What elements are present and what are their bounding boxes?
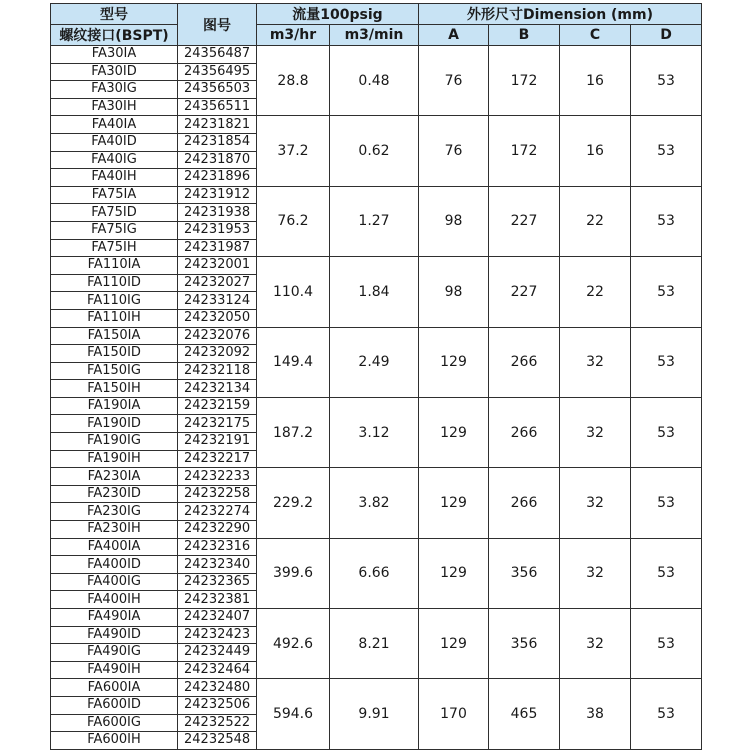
dim-c-cell: 32 xyxy=(560,538,631,608)
flow-m3min-cell: 9.91 xyxy=(330,679,419,749)
drawing-number-cell: 24231821 xyxy=(178,116,257,134)
drawing-number-cell: 24232076 xyxy=(178,327,257,345)
model-cell: FA75IH xyxy=(51,239,178,257)
drawing-number-cell: 24232050 xyxy=(178,309,257,327)
flow-m3hr-cell: 110.4 xyxy=(257,257,330,327)
model-cell: FA75IG xyxy=(51,221,178,239)
dim-a-cell: 129 xyxy=(419,538,489,608)
dim-b-cell: 172 xyxy=(489,116,560,186)
dim-c-cell: 22 xyxy=(560,257,631,327)
drawing-number-cell: 24232159 xyxy=(178,397,257,415)
flow-m3hr-cell: 594.6 xyxy=(257,679,330,749)
flow-m3min-cell: 6.66 xyxy=(330,538,419,608)
table-row xyxy=(51,609,702,627)
drawing-number-cell: 24232506 xyxy=(178,696,257,714)
dim-d-cell: 53 xyxy=(631,397,702,467)
dim-a-cell: 98 xyxy=(419,257,489,327)
header-dim-a: A xyxy=(419,25,489,46)
flow-m3min-cell: 0.62 xyxy=(330,116,419,186)
model-cell: FA40IG xyxy=(51,151,178,169)
table-row xyxy=(51,468,702,486)
dim-b-cell: 227 xyxy=(489,257,560,327)
dim-d-cell: 53 xyxy=(631,116,702,186)
model-cell: FA230IG xyxy=(51,503,178,521)
drawing-number-cell: 24356495 xyxy=(178,63,257,81)
drawing-number-cell: 24232522 xyxy=(178,714,257,732)
drawing-number-cell: 24232290 xyxy=(178,521,257,539)
header-flow-m3min: m3/min xyxy=(330,25,419,46)
drawing-number-cell: 24232233 xyxy=(178,468,257,486)
dim-d-cell: 53 xyxy=(631,327,702,397)
dim-d-cell: 53 xyxy=(631,257,702,327)
dim-c-cell: 32 xyxy=(560,327,631,397)
dim-d-cell: 53 xyxy=(631,186,702,256)
header-dim-c: C xyxy=(560,25,631,46)
model-cell: FA30IH xyxy=(51,98,178,116)
model-cell: FA230IH xyxy=(51,521,178,539)
dim-b-cell: 172 xyxy=(489,46,560,116)
drawing-number-cell: 24231870 xyxy=(178,151,257,169)
flow-m3min-cell: 8.21 xyxy=(330,609,419,679)
model-cell: FA400ID xyxy=(51,556,178,574)
model-cell: FA150IA xyxy=(51,327,178,345)
drawing-number-cell: 24232548 xyxy=(178,732,257,750)
drawing-number-cell: 24356487 xyxy=(178,46,257,64)
header-drawing-number: 图号 xyxy=(178,4,257,46)
model-cell: FA400IA xyxy=(51,538,178,556)
table-row xyxy=(51,679,702,697)
drawing-number-cell: 24232480 xyxy=(178,679,257,697)
model-cell: FA190ID xyxy=(51,415,178,433)
header-model: 型号 xyxy=(51,4,178,25)
model-cell: FA75IA xyxy=(51,186,178,204)
header-dim-d: D xyxy=(631,25,702,46)
header-thread-port: 螺纹接口(BSPT) xyxy=(51,25,178,46)
dim-a-cell: 76 xyxy=(419,116,489,186)
drawing-number-cell: 24232407 xyxy=(178,609,257,627)
table-row xyxy=(51,327,702,345)
model-cell: FA600IG xyxy=(51,714,178,732)
drawing-number-cell: 24231896 xyxy=(178,169,257,187)
model-cell: FA40IH xyxy=(51,169,178,187)
dim-c-cell: 32 xyxy=(560,468,631,538)
drawing-number-cell: 24232118 xyxy=(178,362,257,380)
flow-m3hr-cell: 229.2 xyxy=(257,468,330,538)
model-cell: FA30IA xyxy=(51,46,178,64)
flow-m3hr-cell: 28.8 xyxy=(257,46,330,116)
dim-b-cell: 356 xyxy=(489,538,560,608)
flow-m3min-cell: 2.49 xyxy=(330,327,419,397)
drawing-number-cell: 24232274 xyxy=(178,503,257,521)
model-cell: FA230IA xyxy=(51,468,178,486)
header-flow: 流量100psig xyxy=(257,4,419,25)
model-cell: FA40ID xyxy=(51,133,178,151)
flow-m3hr-cell: 37.2 xyxy=(257,116,330,186)
drawing-number-cell: 24232381 xyxy=(178,591,257,609)
table-row xyxy=(51,186,702,204)
drawing-number-cell: 24356511 xyxy=(178,98,257,116)
table-row xyxy=(51,397,702,415)
table-body xyxy=(51,46,702,750)
model-cell: FA400IG xyxy=(51,573,178,591)
drawing-number-cell: 24231854 xyxy=(178,133,257,151)
drawing-number-cell: 24232316 xyxy=(178,538,257,556)
header-dimension: 外形尺寸Dimension (mm) xyxy=(419,4,702,25)
drawing-number-cell: 24232001 xyxy=(178,257,257,275)
dim-b-cell: 266 xyxy=(489,468,560,538)
dim-c-cell: 32 xyxy=(560,609,631,679)
dim-a-cell: 129 xyxy=(419,609,489,679)
model-cell: FA75ID xyxy=(51,204,178,222)
model-cell: FA490IA xyxy=(51,609,178,627)
model-cell: FA150IG xyxy=(51,362,178,380)
drawing-number-cell: 24231912 xyxy=(178,186,257,204)
flow-m3hr-cell: 399.6 xyxy=(257,538,330,608)
model-cell: FA230ID xyxy=(51,485,178,503)
drawing-number-cell: 24232092 xyxy=(178,345,257,363)
model-cell: FA600IA xyxy=(51,679,178,697)
model-cell: FA190IA xyxy=(51,397,178,415)
flow-m3min-cell: 3.12 xyxy=(330,397,419,467)
table-row xyxy=(51,257,702,275)
flow-m3min-cell: 0.48 xyxy=(330,46,419,116)
model-cell: FA400IH xyxy=(51,591,178,609)
spec-table-container xyxy=(50,3,702,750)
flow-m3min-cell: 1.84 xyxy=(330,257,419,327)
dim-c-cell: 22 xyxy=(560,186,631,256)
drawing-number-cell: 24232464 xyxy=(178,661,257,679)
model-cell: FA490IG xyxy=(51,644,178,662)
dim-b-cell: 227 xyxy=(489,186,560,256)
dim-d-cell: 53 xyxy=(631,46,702,116)
dim-c-cell: 16 xyxy=(560,116,631,186)
dim-b-cell: 266 xyxy=(489,327,560,397)
dim-a-cell: 129 xyxy=(419,468,489,538)
spec-table xyxy=(50,3,702,750)
flow-m3hr-cell: 492.6 xyxy=(257,609,330,679)
dim-a-cell: 129 xyxy=(419,327,489,397)
model-cell: FA600IH xyxy=(51,732,178,750)
drawing-number-cell: 24232423 xyxy=(178,626,257,644)
drawing-number-cell: 24231987 xyxy=(178,239,257,257)
drawing-number-cell: 24231938 xyxy=(178,204,257,222)
dim-d-cell: 53 xyxy=(631,609,702,679)
flow-m3min-cell: 1.27 xyxy=(330,186,419,256)
header-flow-m3hr: m3/hr xyxy=(257,25,330,46)
model-cell: FA30ID xyxy=(51,63,178,81)
flow-m3hr-cell: 149.4 xyxy=(257,327,330,397)
flow-m3hr-cell: 76.2 xyxy=(257,186,330,256)
table-row xyxy=(51,46,702,64)
model-cell: FA40IA xyxy=(51,116,178,134)
table-row xyxy=(51,538,702,556)
dim-b-cell: 356 xyxy=(489,609,560,679)
drawing-number-cell: 24356503 xyxy=(178,81,257,99)
model-cell: FA110ID xyxy=(51,274,178,292)
dim-d-cell: 53 xyxy=(631,538,702,608)
dim-d-cell: 53 xyxy=(631,468,702,538)
model-cell: FA110IH xyxy=(51,309,178,327)
header-dim-b: B xyxy=(489,25,560,46)
drawing-number-cell: 24232340 xyxy=(178,556,257,574)
drawing-number-cell: 24232217 xyxy=(178,450,257,468)
drawing-number-cell: 24232191 xyxy=(178,433,257,451)
model-cell: FA110IA xyxy=(51,257,178,275)
dim-b-cell: 465 xyxy=(489,679,560,749)
table-row xyxy=(51,116,702,134)
model-cell: FA190IG xyxy=(51,433,178,451)
drawing-number-cell: 24232134 xyxy=(178,380,257,398)
drawing-number-cell: 24232365 xyxy=(178,573,257,591)
drawing-number-cell: 24232258 xyxy=(178,485,257,503)
drawing-number-cell: 24232175 xyxy=(178,415,257,433)
dim-c-cell: 38 xyxy=(560,679,631,749)
model-cell: FA600ID xyxy=(51,696,178,714)
model-cell: FA150ID xyxy=(51,345,178,363)
flow-m3min-cell: 3.82 xyxy=(330,468,419,538)
model-cell: FA490IH xyxy=(51,661,178,679)
drawing-number-cell: 24231953 xyxy=(178,221,257,239)
model-cell: FA190IH xyxy=(51,450,178,468)
dim-a-cell: 76 xyxy=(419,46,489,116)
dim-a-cell: 170 xyxy=(419,679,489,749)
dim-d-cell: 53 xyxy=(631,679,702,749)
dim-c-cell: 16 xyxy=(560,46,631,116)
dim-c-cell: 32 xyxy=(560,397,631,467)
drawing-number-cell: 24233124 xyxy=(178,292,257,310)
table-header xyxy=(51,4,702,46)
model-cell: FA30IG xyxy=(51,81,178,99)
model-cell: FA150IH xyxy=(51,380,178,398)
flow-m3hr-cell: 187.2 xyxy=(257,397,330,467)
dim-a-cell: 129 xyxy=(419,397,489,467)
model-cell: FA110IG xyxy=(51,292,178,310)
model-cell: FA490ID xyxy=(51,626,178,644)
drawing-number-cell: 24232449 xyxy=(178,644,257,662)
dim-a-cell: 98 xyxy=(419,186,489,256)
dim-b-cell: 266 xyxy=(489,397,560,467)
drawing-number-cell: 24232027 xyxy=(178,274,257,292)
